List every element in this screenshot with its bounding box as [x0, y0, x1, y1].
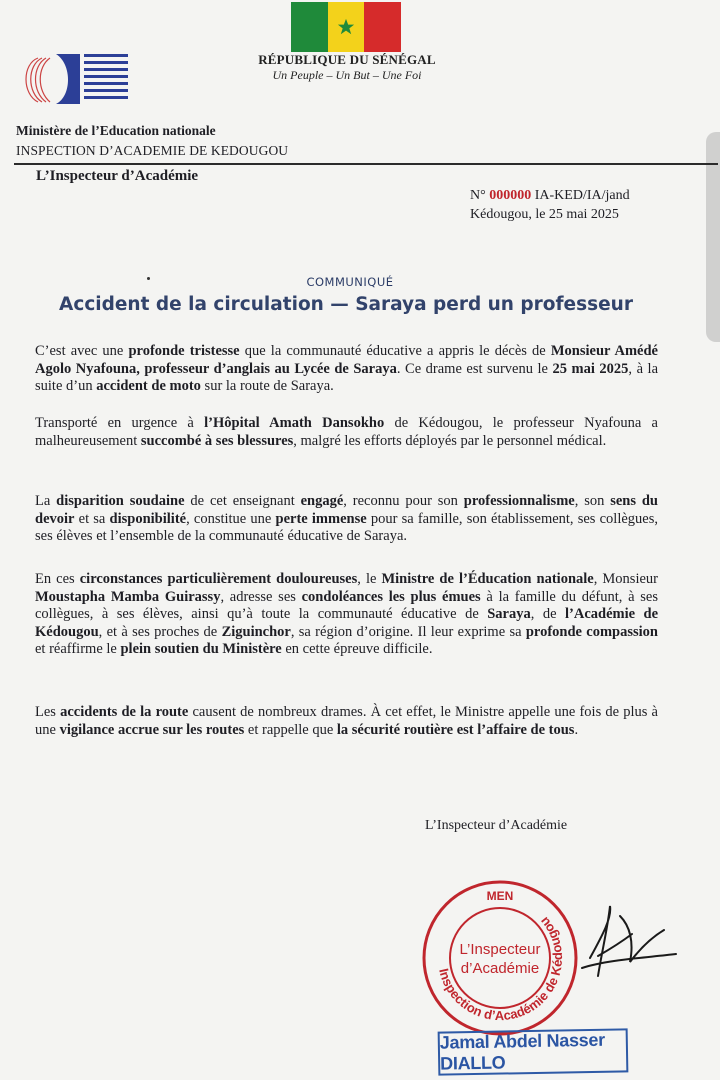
communique-label: COMMUNIQUÉ — [306, 275, 394, 289]
text-run: C’est avec une — [35, 343, 129, 359]
senegal-flag — [291, 2, 401, 52]
bold-text-run: Saraya — [487, 606, 531, 623]
stamp-top-text: MEN — [486, 889, 514, 903]
flag-red-band — [364, 2, 401, 52]
text-run: à la famille du défunt, à ses collègues, à ses élèves, ainsi qu’à toute la communauté éducative de — [35, 588, 658, 623]
stamp-ring-text: Inspection d’Académie de Kédougou — [436, 914, 566, 1024]
text-run: Transporté en urgence à — [35, 415, 205, 431]
communique-title: Accident de la circulation — Saraya perd un professeur — [59, 294, 633, 315]
bold-text-run: perte immense — [275, 510, 367, 527]
inspector-heading: L’Inspecteur d’Académie — [36, 168, 199, 184]
bold-text-run: sens du devoir — [35, 493, 658, 527]
bold-text-run: professionnalisme — [463, 493, 575, 509]
reference-code: IA-KED/IA/jand — [534, 188, 630, 203]
text-run: , sa région d’origine. Il leur exprime sa — [290, 623, 526, 640]
bold-text-run: condoléances les plus émues — [301, 588, 481, 605]
republic-name: RÉPUBLIQUE DU SÉNÉGAL — [258, 52, 436, 67]
reference-number-value: 000000 — [489, 188, 532, 203]
text-run: , reconnu pour son — [343, 493, 464, 509]
text-run: Les — [35, 704, 61, 720]
bold-text-run: la sécurité routière est l’affaire de tous — [336, 721, 575, 738]
text-run: , adresse ses — [220, 588, 302, 605]
bold-text-run: 25 mai 2025 — [552, 360, 629, 377]
text-run: , le — [357, 571, 382, 587]
ministry-logo-icon — [18, 50, 136, 108]
text-run: et sa — [74, 510, 110, 527]
bold-text-run: disponibilité — [109, 510, 187, 527]
bold-text-run: l’Hôpital Amath Dansokho — [204, 415, 385, 431]
text-run: , à la suite d’un — [35, 360, 659, 395]
text-run: . — [574, 721, 579, 738]
body-paragraph-5 — [35, 704, 658, 739]
text-run: pour sa famille, son établissement, ses collègues, ses élèves et l’ensemble de la communauté éducative de Saraya. — [35, 510, 659, 545]
bold-text-run: Ziguinchor — [221, 623, 291, 640]
text-run: et réaffirme le — [35, 641, 121, 658]
text-run: de Kédougou, le professeur Nyafouna a malheureusement — [35, 415, 658, 449]
text-run: La — [35, 493, 57, 509]
inspection-name: INSPECTION D’ACADEMIE DE KEDOUGOU — [16, 143, 289, 158]
stamp-center-line-2: d’Académie — [460, 960, 540, 977]
date-line: Kédougou, le 25 mai 2025 — [470, 207, 619, 222]
body-paragraph-3 — [35, 493, 658, 546]
bold-text-run: profonde compassion — [525, 623, 658, 640]
bold-text-run: disparition soudaine — [56, 493, 185, 509]
text-run: et rappelle que — [244, 721, 337, 738]
bold-text-run: circonstances particulièrement douloureuses — [79, 571, 358, 587]
text-run: , constitue une — [186, 510, 276, 527]
signer-title: L’Inspecteur d’Académie — [425, 818, 568, 833]
flag-yellow-band — [328, 2, 365, 52]
bold-text-run: vigilance accrue sur les routes — [59, 721, 245, 738]
reference-prefix: N° — [470, 188, 486, 203]
body-paragraph-4 — [35, 571, 658, 659]
body-paragraph-2 — [35, 415, 658, 450]
bold-text-run: Monsieur Amédé Agolo Nyafouna, professeur d’anglais au Lycée de Saraya — [35, 343, 658, 377]
text-run: en cette épreuve difficile. — [281, 641, 433, 658]
bold-text-run: engagé — [300, 493, 344, 509]
text-run: sur la route de Saraya. — [200, 378, 334, 395]
text-run: que la communauté éducative a appris le décès de — [239, 343, 551, 359]
bold-text-run: Moustapha Mamba Guirassy — [35, 588, 221, 605]
text-run: . Ce drame est survenu le — [396, 360, 553, 377]
bold-text-run: accident de moto — [96, 378, 201, 395]
text-run: de cet enseignant — [184, 493, 301, 509]
official-stamp — [420, 878, 580, 1038]
text-run: , et à ses proches de — [98, 623, 222, 640]
text-run: , de — [530, 606, 565, 623]
stamp-center-line-1: L’Inspecteur — [459, 941, 541, 958]
text-run: , malgré les efforts déployés par le personnel médical. — [293, 432, 607, 449]
bold-text-run: l’Académie de Kédougou — [35, 606, 659, 640]
text-run: En ces — [35, 571, 80, 587]
star-icon — [337, 18, 355, 36]
body-paragraph-1 — [35, 343, 658, 396]
reference-number — [470, 188, 630, 204]
bold-text-run: profonde tristesse — [128, 343, 240, 359]
header-divider — [14, 163, 718, 165]
bold-text-run: plein soutien du Ministère — [120, 641, 282, 658]
bold-text-run: succombé à ses blessures — [140, 432, 294, 449]
text-run: , Monsieur — [593, 571, 658, 587]
handwritten-signature — [572, 896, 692, 986]
national-motto: Un Peuple – Un But – Une Foi — [272, 68, 422, 82]
text-run: , son — [574, 493, 611, 509]
bold-text-run: Ministre de l’Éducation nationale — [381, 571, 594, 587]
signer-name-stamp: Jamal Abdel Nasser DIALLO — [438, 1028, 629, 1075]
flag-green-band — [291, 2, 328, 52]
text-run: causent de nombreux drames. À cet effet, le Ministre appelle une fois de plus à une — [35, 704, 658, 738]
ministry-name: Ministère de l’Education nationale — [16, 123, 216, 138]
bold-text-run: accidents de la route — [60, 704, 189, 720]
